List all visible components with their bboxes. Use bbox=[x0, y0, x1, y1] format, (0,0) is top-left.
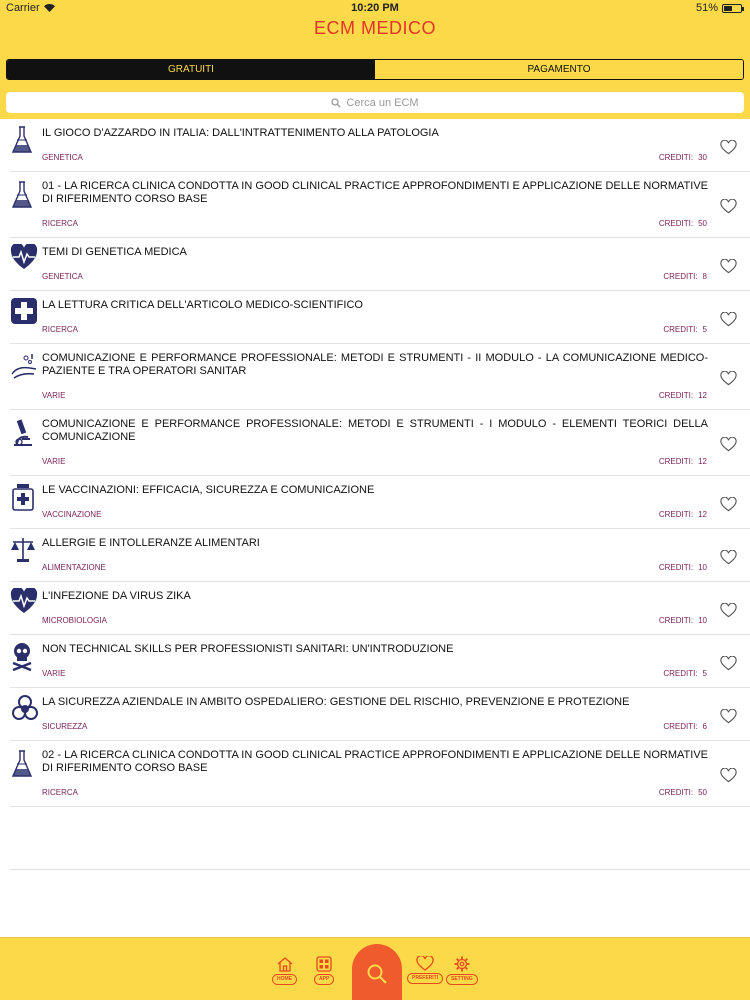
biohazard-icon bbox=[10, 694, 36, 724]
credits-label: CREDITI: bbox=[663, 722, 698, 731]
favorite-heart-icon[interactable] bbox=[720, 437, 737, 452]
course-title: 01 - LA RICERCA CLINICA CONDOTTA IN GOOD CLINICAL PRACTICE APPROFONDIMENTI E APPLICAZIONE DELLE NORMATIVE DI RIFERIMENTO CORSO BASE bbox=[42, 180, 708, 205]
favorite-heart-icon[interactable] bbox=[720, 768, 737, 783]
course-title: 02 - LA RICERCA CLINICA CONDOTTA IN GOOD CLINICAL PRACTICE APPROFONDIMENTI E APPLICAZIONE DELLE NORMATIVE DI RIFERIMENTO CORSO BASE bbox=[42, 749, 708, 774]
course-category: RICERCA bbox=[42, 788, 79, 797]
handwash-icon bbox=[10, 352, 36, 382]
favorite-heart-icon[interactable] bbox=[720, 709, 737, 724]
course-credits bbox=[663, 722, 707, 731]
battery-percent: 51% bbox=[695, 2, 718, 14]
heart-pulse-icon bbox=[10, 588, 36, 618]
credits-label: CREDITI: bbox=[663, 325, 698, 334]
favorite-heart-icon[interactable] bbox=[720, 550, 737, 565]
header bbox=[0, 0, 750, 119]
favorite-heart-icon[interactable] bbox=[720, 603, 737, 618]
heart-pulse-icon bbox=[10, 244, 36, 274]
favorite-heart-icon[interactable] bbox=[720, 656, 737, 671]
course-list bbox=[0, 119, 750, 807]
course-title: COMUNICAZIONE E PERFORMANCE PROFESSIONALE: METODI E STRUMENTI - I MODULO - ELEMENTI TEORICI DELLA COMUNICAZIONE bbox=[42, 418, 708, 443]
credits-value: 50 bbox=[698, 219, 707, 228]
course-title: NON TECHNICAL SKILLS PER PROFESSIONISTI SANITARI: UN'INTRODUZIONE bbox=[42, 643, 454, 655]
course-credits bbox=[659, 219, 707, 228]
favorite-heart-icon[interactable] bbox=[720, 259, 737, 274]
flask-icon bbox=[10, 125, 36, 155]
heart-icon bbox=[416, 956, 434, 971]
favorite-heart-icon[interactable] bbox=[720, 140, 737, 155]
course-title: COMUNICAZIONE E PERFORMANCE PROFESSIONALE: METODI E STRUMENTI - II MODULO - LA COMUNICAZIONE MEDICO-PAZIENTE E TRA OPERATORI SANITAR bbox=[42, 352, 708, 377]
tab-app[interactable] bbox=[314, 956, 334, 985]
credits-value: 10 bbox=[698, 616, 707, 625]
search-placeholder: Cerca un ECM bbox=[346, 96, 419, 109]
tab-home[interactable] bbox=[272, 956, 297, 985]
credits-value: 6 bbox=[702, 722, 707, 731]
course-credits bbox=[659, 153, 707, 162]
credits-value: 8 bbox=[702, 272, 707, 281]
segment-free[interactable]: GRATUITI bbox=[7, 60, 375, 79]
credits-label: CREDITI: bbox=[658, 219, 694, 228]
list-item[interactable] bbox=[10, 291, 750, 344]
course-credits bbox=[663, 325, 707, 334]
search-icon bbox=[331, 98, 341, 108]
credits-value: 10 bbox=[698, 563, 707, 572]
home-icon bbox=[276, 956, 294, 972]
credits-value: 12 bbox=[698, 391, 707, 400]
course-category: ALIMENTAZIONE bbox=[42, 563, 106, 572]
tab-settings[interactable] bbox=[446, 956, 478, 985]
course-title: LA LETTURA CRITICA DELL'ARTICOLO MEDICO-SCIENTIFICO bbox=[42, 299, 363, 311]
course-category: VARIE bbox=[42, 391, 66, 400]
battery-icon bbox=[722, 4, 742, 13]
course-credits bbox=[659, 391, 707, 400]
favorite-heart-icon[interactable] bbox=[720, 312, 737, 327]
tab-favorites-label: PREFERITI bbox=[407, 973, 443, 984]
favorite-heart-icon[interactable] bbox=[720, 371, 737, 386]
credits-label: CREDITI: bbox=[658, 788, 694, 797]
list-item[interactable] bbox=[10, 582, 750, 635]
course-category: RICERCA bbox=[42, 325, 79, 334]
credits-value: 30 bbox=[698, 153, 707, 162]
favorite-heart-icon[interactable] bbox=[720, 497, 737, 512]
course-credits bbox=[659, 788, 707, 797]
credits-label: CREDITI: bbox=[658, 153, 694, 162]
credits-label: CREDITI: bbox=[658, 391, 694, 400]
course-title: LE VACCINAZIONI: EFFICACIA, SICUREZZA E COMUNICAZIONE bbox=[42, 484, 375, 496]
search-icon bbox=[366, 963, 388, 985]
status-bar bbox=[0, 0, 750, 16]
app-grid-icon bbox=[316, 956, 332, 972]
gear-icon bbox=[454, 956, 470, 972]
segment-paid[interactable]: PAGAMENTO bbox=[375, 60, 743, 79]
course-category: VACCINAZIONE bbox=[42, 510, 102, 519]
credits-label: CREDITI: bbox=[658, 457, 694, 466]
credits-label: CREDITI: bbox=[658, 510, 694, 519]
list-item[interactable] bbox=[10, 529, 750, 582]
course-credits bbox=[659, 457, 707, 466]
credits-value: 12 bbox=[698, 510, 707, 519]
tab-search[interactable] bbox=[352, 944, 402, 1000]
tab-home-label: HOME bbox=[272, 974, 297, 985]
course-category: SICUREZZA bbox=[42, 722, 88, 731]
course-category: GENETICA bbox=[42, 272, 83, 281]
list-item[interactable] bbox=[10, 688, 750, 741]
course-category: VARIE bbox=[42, 457, 66, 466]
list-item[interactable] bbox=[10, 238, 750, 291]
scales-icon bbox=[10, 535, 36, 565]
tab-settings-label: SETTING bbox=[446, 974, 478, 985]
list-item[interactable] bbox=[10, 172, 750, 238]
skull-icon bbox=[10, 641, 36, 671]
credits-value: 5 bbox=[702, 669, 707, 678]
list-item[interactable] bbox=[10, 741, 750, 807]
tab-favorites[interactable] bbox=[407, 956, 443, 984]
flask-icon bbox=[10, 749, 36, 779]
course-category: RICERCA bbox=[42, 219, 79, 228]
list-item[interactable] bbox=[10, 119, 750, 172]
medicine-bottle-icon bbox=[10, 482, 36, 512]
list-item[interactable] bbox=[10, 410, 750, 476]
course-credits bbox=[659, 616, 707, 625]
status-time: 10:20 PM bbox=[351, 2, 399, 14]
course-title: L'INFEZIONE DA VIRUS ZIKA bbox=[42, 590, 191, 602]
course-category: GENETICA bbox=[42, 153, 83, 162]
list-divider bbox=[10, 869, 750, 870]
favorite-heart-icon[interactable] bbox=[720, 199, 737, 214]
credits-value: 50 bbox=[698, 788, 707, 797]
credits-label: CREDITI: bbox=[663, 669, 698, 678]
search-bar[interactable] bbox=[6, 92, 744, 113]
course-category: MICROBIOLOGIA bbox=[42, 616, 107, 625]
tab-app-label: APP bbox=[314, 974, 334, 985]
course-credits bbox=[659, 510, 707, 519]
course-credits bbox=[659, 563, 707, 572]
microscope-icon bbox=[10, 418, 36, 448]
course-credits bbox=[663, 272, 707, 281]
course-title: ALLERGIE E INTOLLERANZE ALIMENTARI bbox=[42, 537, 260, 549]
list-item[interactable] bbox=[10, 476, 750, 529]
credits-value: 12 bbox=[698, 457, 707, 466]
credits-value: 5 bbox=[702, 325, 707, 334]
course-credits bbox=[663, 669, 707, 678]
course-title: TEMI DI GENETICA MEDICA bbox=[42, 246, 187, 258]
medical-cross-icon bbox=[10, 297, 36, 327]
course-category: VARIE bbox=[42, 669, 66, 678]
course-title: IL GIOCO D'AZZARDO IN ITALIA: DALL'INTRATTENIMENTO ALLA PATOLOGIA bbox=[42, 127, 439, 139]
credits-label: CREDITI: bbox=[658, 616, 694, 625]
credits-label: CREDITI: bbox=[663, 272, 698, 281]
flask-icon bbox=[10, 180, 36, 210]
list-item[interactable] bbox=[10, 635, 750, 688]
course-title: LA SICUREZZA AZIENDALE IN AMBITO OSPEDALIERO: GESTIONE DEL RISCHIO, PREVENZIONE E PROTEZIONE bbox=[42, 696, 630, 708]
app-title: ECM MEDICO bbox=[314, 18, 436, 38]
list-item[interactable] bbox=[10, 344, 750, 410]
segmented-control bbox=[6, 59, 744, 80]
carrier-label: Carrier bbox=[6, 2, 40, 14]
credits-label: CREDITI: bbox=[658, 563, 694, 572]
